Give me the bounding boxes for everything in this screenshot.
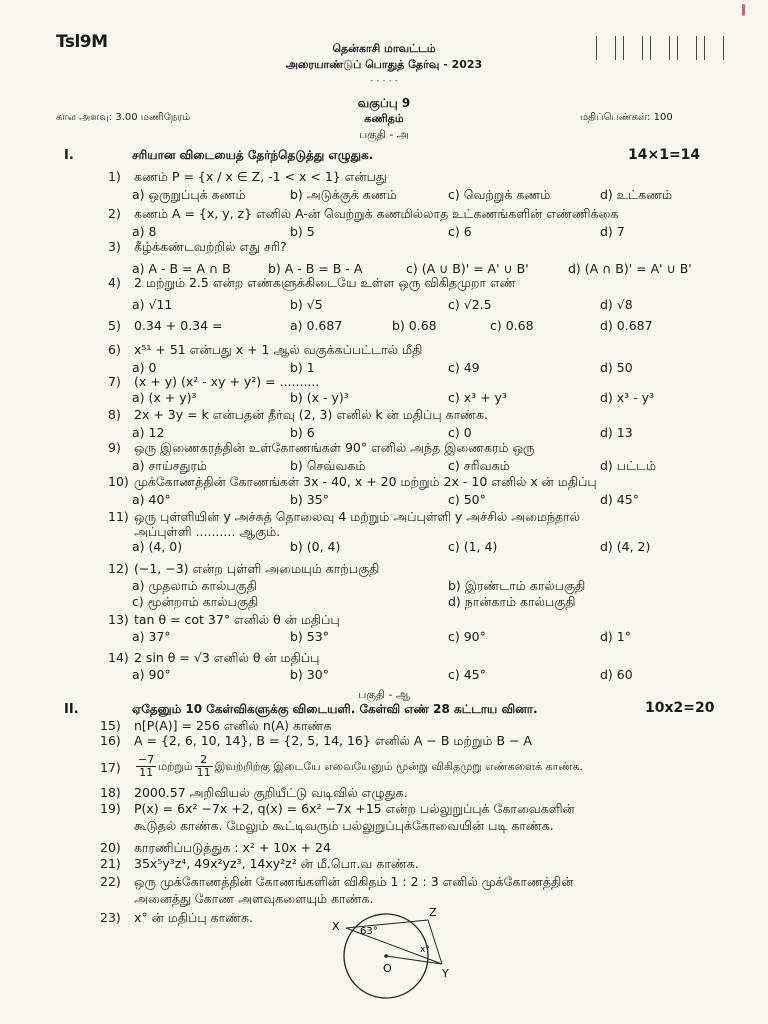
question-text: 2 மற்றும் 2.5 என்ற எண்களுக்கிடையே உள்ள ஒரு விகிதமுறா எண் (134, 275, 516, 290)
option: a) 12 (132, 425, 165, 440)
part-a-heading: பகுதி - அ (358, 128, 410, 141)
option: d) நான்காம் கால்பகுதி (448, 594, 576, 609)
question-number: 6) (108, 342, 121, 357)
question-line (134, 754, 583, 779)
section-2-number: II. (64, 702, 79, 717)
option: b) 1 (290, 360, 315, 375)
question-number: 9) (108, 440, 121, 455)
option: d) (4, 2) (600, 539, 651, 554)
chord-zy (428, 920, 442, 964)
option: c) 45° (448, 667, 486, 682)
numerator: 2 (195, 754, 213, 767)
question-number: 15) (100, 718, 121, 733)
question-number: 21) (100, 856, 121, 871)
denominator: 11 (196, 766, 211, 779)
option: b) செவ்வகம் (290, 458, 366, 473)
question-number: 1) (108, 169, 121, 184)
label-o: O (383, 962, 392, 975)
question-text: 2000.57 அறிவியல் குறியீட்டு வடிவில் எழுதுக. (134, 785, 408, 800)
paper-code: Tsl9M (56, 32, 108, 52)
option: d) 7 (600, 224, 625, 239)
option: a) 8 (132, 224, 157, 239)
option: a) முதலாம் கால்பகுதி (132, 578, 257, 593)
label-z: Z (429, 906, 437, 919)
radius-oy (386, 956, 442, 964)
angle-63: 63° (360, 926, 378, 937)
exam-title: அரையாண்டுப் பொதுத் தேர்வு - 2023 (285, 58, 483, 71)
option: b) (0, 4) (290, 539, 341, 554)
option: d) 0.687 (600, 318, 653, 333)
option: d) 13 (600, 425, 633, 440)
option: b) 35° (290, 492, 329, 507)
question-text: கணம் A = {x, y, z} எனில் A-ன் வெற்றுக் கணமில்லாத உட்கணங்களின் எண்ணிக்கை (134, 206, 619, 221)
question-number: 17) (100, 760, 121, 775)
option: b) (x - y)³ (290, 390, 349, 405)
circle-figure (328, 902, 458, 1012)
option: c) (A ∪ B)' = A' ∪ B' (406, 261, 529, 276)
question-number: 2) (108, 206, 121, 221)
option: a) ஒருறுப்புக் கணம் (132, 187, 246, 202)
question-text: ஒரு புள்ளியின் y அச்சுத் தொலைவு 4 மற்றும் அப்புள்ளி y அச்சில் அமைந்தால் (134, 509, 581, 524)
option: c) 0.68 (490, 318, 534, 333)
option: d) (A ∩ B)' = A' ∪ B' (568, 261, 692, 276)
question-text: (x + y) (x² - xy + y²) = .......... (134, 374, 320, 389)
question-number: 8) (108, 407, 121, 422)
option: b) 0.68 (392, 318, 437, 333)
option: c) x³ + y³ (448, 390, 507, 405)
question-number: 11) (108, 509, 129, 524)
total-marks-label: மதிப்பெண்கள்: 100 (580, 112, 673, 123)
question-text: P(x) = 6x² −7x +2, q(x) = 6x² −7x +15 என்ற பல்லுறுப்புக் கோவைகளின் (134, 801, 575, 816)
option: a) A - B = A ∩ B (132, 261, 231, 276)
option: d) பட்டம் (600, 458, 657, 473)
question-number: 10) (108, 474, 129, 489)
option: b) 30° (290, 667, 329, 682)
question-number: 13) (108, 612, 129, 627)
option: d) 1° (600, 629, 631, 644)
label-y: Y (442, 967, 449, 980)
option: a) 37° (132, 629, 171, 644)
option: c) மூன்றாம் கால்பகுதி (132, 594, 259, 609)
section-2-marks: 10x2=20 (645, 700, 715, 716)
ink-mark (742, 4, 745, 16)
header-divider: - - - - - (370, 76, 398, 86)
question-number: 14) (108, 650, 129, 665)
question-text-cont: அனைத்து கோண அளவுகளையும் காண்க. (134, 891, 374, 906)
denominator: 11 (139, 766, 154, 779)
question-text: முக்கோணத்தின் கோணங்கள் 3x - 40, x + 20 மற்றும் 2x - 10 எனில் x ன் மதிப்பு (134, 474, 597, 489)
section-1-number: I. (64, 148, 74, 163)
question-number: 18) (100, 785, 121, 800)
question-text: (−1, −3) என்ற புள்ளி அமையும் காற்பகுதி (134, 561, 380, 576)
question-number: 19) (100, 801, 121, 816)
option: a) 0 (132, 360, 157, 375)
question-number: 16) (100, 733, 121, 748)
question-text: n[P(A)] = 256 எனில் n(A) காண்க (134, 718, 332, 733)
option: d) x³ - y³ (600, 390, 655, 405)
option: a) (4, 0) (132, 539, 183, 554)
option: b) இரண்டாம் கால்பகுதி (448, 578, 586, 593)
question-number: 7) (108, 374, 121, 389)
option: c) வெற்றுக் கணம் (448, 187, 551, 202)
question-number: 20) (100, 840, 121, 855)
option: b) 5 (290, 224, 315, 239)
option: c) 50° (448, 492, 486, 507)
question-text: x⁵¹ + 51 என்பது x + 1 ஆல் வகுக்கப்பட்டால் மீதி (134, 342, 423, 357)
label-x: X (332, 920, 340, 933)
option: c) 6 (448, 224, 472, 239)
option: d) உட்கணம் (600, 187, 673, 202)
option: a) √11 (132, 297, 173, 312)
part-b-heading: பகுதி - ஆ (358, 688, 410, 701)
section-1-title: சரியான விடையைத் தேர்ந்தெடுத்து எழுதுக. (132, 148, 374, 162)
option: c) 0 (448, 425, 472, 440)
district-title: தென்காசி மாவட்டம் (332, 42, 436, 55)
fraction-1 (136, 754, 156, 779)
question-text: 35x⁵y³z⁴, 49x²yz³, 14xy²z² ன் மீ.பொ.வ காண்க. (134, 856, 419, 871)
connector-text: மற்றும் (158, 760, 193, 773)
question-number: 3) (108, 239, 121, 254)
option: c) √2.5 (448, 297, 492, 312)
question-text: x° ன் மதிப்பு காண்க. (134, 910, 253, 925)
option: d) √8 (600, 297, 633, 312)
question-text: tan θ = cot 37° எனில் θ ன் மதிப்பு (134, 612, 340, 627)
option: b) √5 (290, 297, 323, 312)
option: c) (1, 4) (448, 539, 498, 554)
question-number: 23) (100, 910, 121, 925)
question-text: 2x + 3y = k என்பதன் தீர்வு (2, 3) எனில் k ன் மதிப்பு காண்க. (134, 407, 488, 422)
option: b) அடுக்குக் கணம் (290, 187, 397, 202)
option: d) 45° (600, 492, 639, 507)
subject-title: கணிதம் (364, 112, 404, 125)
option: c) 49 (448, 360, 480, 375)
option: b) A - B = B - A (268, 261, 363, 276)
option: d) 60 (600, 667, 633, 682)
option: a) (x + y)³ (132, 390, 197, 405)
question-text: A = {2, 6, 10, 14}, B = {2, 5, 14, 16} எனில் A − B மற்றும் B − A (134, 733, 532, 748)
question-text-cont: அப்புள்ளி .......... ஆகும். (134, 524, 281, 539)
question-number: 4) (108, 275, 121, 290)
option: a) 90° (132, 667, 171, 682)
question-text: ஒரு இணைகரத்தின் உள்கோணங்கள் 90° எனில் அந்த இணைகரம் ஒரு (134, 440, 535, 455)
question-number: 12) (108, 561, 129, 576)
question-text: காரணிப்படுத்துக : x² + 10x + 24 (134, 840, 331, 855)
option: a) சாய்சதுரம் (132, 458, 207, 473)
section-1-marks: 14×1=14 (628, 147, 701, 163)
option: a) 40° (132, 492, 171, 507)
section-2-title: ஏதேனும் 10 கேள்விகளுக்கு விடையளி. கேள்வி எண் 28 கட்டாய வினா. (132, 702, 538, 716)
option: d) 50 (600, 360, 633, 375)
question-number: 5) (108, 318, 121, 333)
duration-label: கால அளவு: 3.00 மணிநேரம் (56, 112, 191, 123)
class-title: வகுப்பு 9 (357, 96, 411, 110)
question-number: 22) (100, 874, 121, 889)
option: b) 53° (290, 629, 329, 644)
question-text: ஒரு முக்கோணத்தின் கோணங்களின் விகிதம் 1 : 2 : 3 எனில் முக்கோணத்தின் (134, 874, 574, 889)
option: a) 0.687 (290, 318, 343, 333)
option: c) 90° (448, 629, 486, 644)
numerator: −7 (138, 753, 155, 766)
option: c) சரிவகம் (448, 458, 510, 473)
angle-x: x° (420, 945, 430, 955)
question-text: 2 sin θ = √3 எனில் θ ன் மதிப்பு (134, 650, 320, 665)
question-text: 0.34 + 0.34 = (134, 318, 223, 333)
question-text-cont: கூடுதல் காண்க. மேலும் கூட்டிவரும் பல்லுறுப்புக்கோவையின் படி காண்க. (134, 818, 554, 833)
option: b) 6 (290, 425, 315, 440)
question-text: கணம் P = {x / x ∈ Z, -1 < x < 1} என்பது (134, 169, 387, 184)
centre-dot (384, 954, 388, 958)
fraction-2 (195, 754, 213, 779)
question-text: கீழ்க்கண்டவற்றில் எது சரி? (134, 239, 287, 254)
question-text: இவற்றிற்கு இடையே எவையேனும் மூன்று விகிதமுறு எண்களைக் காண்க. (214, 760, 583, 773)
